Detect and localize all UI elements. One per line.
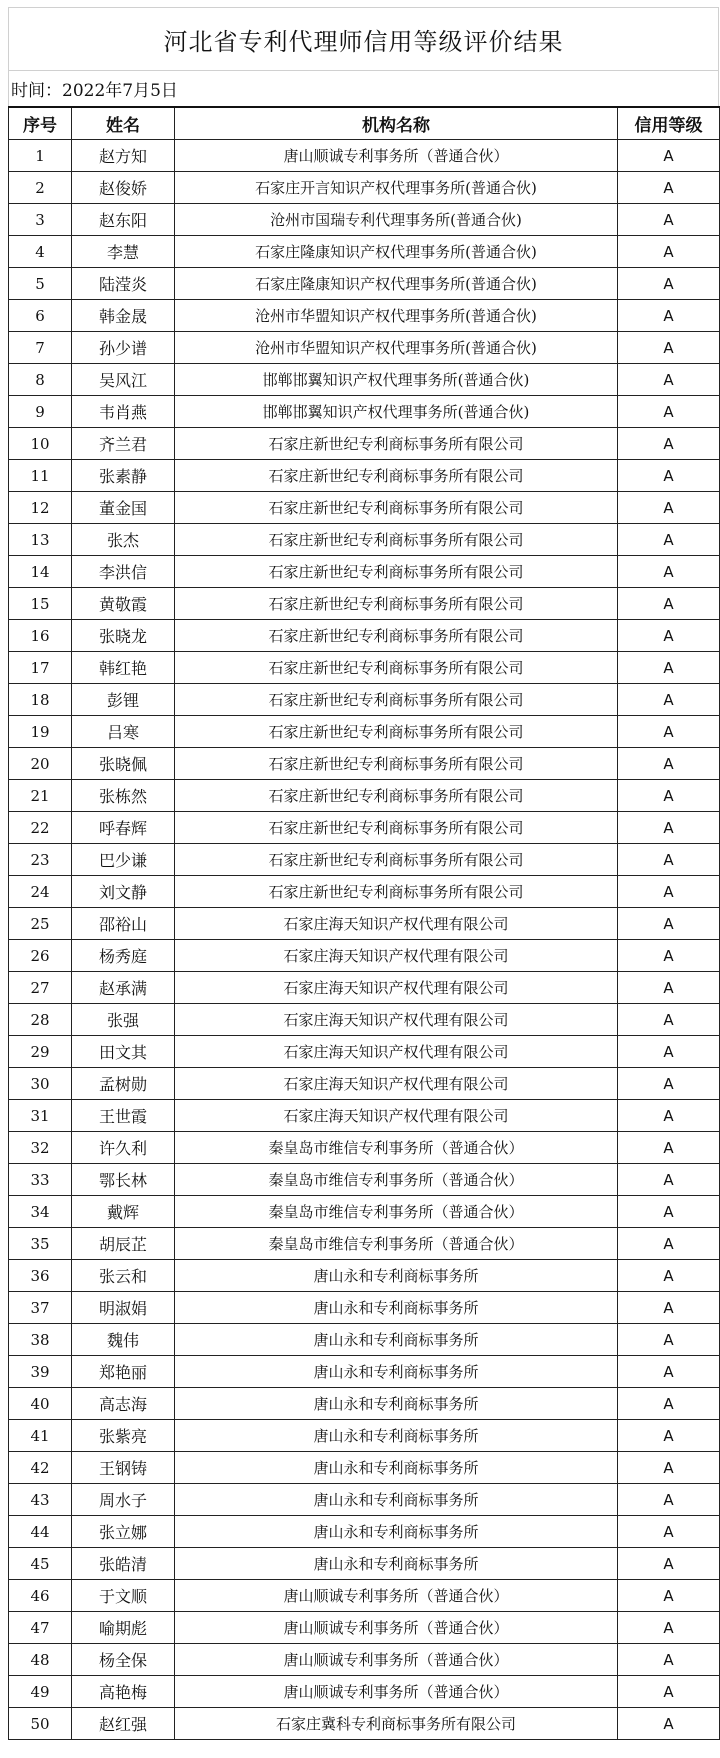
cell-org: 石家庄新世纪专利商标事务所有限公司 xyxy=(175,812,618,844)
cell-org: 唐山永和专利商标事务所 xyxy=(175,1260,618,1292)
cell-name: 陆滢炎 xyxy=(72,268,175,300)
cell-no: 19 xyxy=(9,716,72,748)
cell-org: 沧州市国瑞专利代理事务所(普通合伙) xyxy=(175,204,618,236)
title-box xyxy=(8,7,719,71)
cell-grade: A xyxy=(618,876,720,908)
cell-org: 石家庄新世纪专利商标事务所有限公司 xyxy=(175,620,618,652)
table-row xyxy=(9,876,720,908)
cell-no: 29 xyxy=(9,1036,72,1068)
cell-name: 张紫亮 xyxy=(72,1420,175,1452)
cell-org: 石家庄新世纪专利商标事务所有限公司 xyxy=(175,684,618,716)
table-row xyxy=(9,1356,720,1388)
page-title: 河北省专利代理师信用等级评价结果 xyxy=(163,27,564,56)
cell-name: 张强 xyxy=(72,1004,175,1036)
cell-org: 唐山顺诚专利事务所（普通合伙） xyxy=(175,1644,618,1676)
cell-no: 12 xyxy=(9,492,72,524)
cell-no: 13 xyxy=(9,524,72,556)
cell-no: 34 xyxy=(9,1196,72,1228)
cell-no: 6 xyxy=(9,300,72,332)
table-row xyxy=(9,1708,720,1740)
cell-org: 唐山永和专利商标事务所 xyxy=(175,1516,618,1548)
cell-name: 巴少谦 xyxy=(72,844,175,876)
cell-no: 22 xyxy=(9,812,72,844)
cell-no: 17 xyxy=(9,652,72,684)
cell-grade: A xyxy=(618,1164,720,1196)
cell-grade: A xyxy=(618,908,720,940)
cell-org: 秦皇岛市维信专利事务所（普通合伙） xyxy=(175,1228,618,1260)
cell-no: 47 xyxy=(9,1612,72,1644)
cell-name: 彭锂 xyxy=(72,684,175,716)
cell-grade: A xyxy=(618,1452,720,1484)
cell-name: 邵裕山 xyxy=(72,908,175,940)
cell-org: 唐山顺诚专利事务所（普通合伙） xyxy=(175,1676,618,1708)
cell-name: 明淑娟 xyxy=(72,1292,175,1324)
cell-org: 唐山永和专利商标事务所 xyxy=(175,1452,618,1484)
cell-name: 王世霞 xyxy=(72,1100,175,1132)
cell-grade: A xyxy=(618,1100,720,1132)
cell-org: 石家庄隆康知识产权代理事务所(普通合伙) xyxy=(175,236,618,268)
cell-org: 石家庄隆康知识产权代理事务所(普通合伙) xyxy=(175,268,618,300)
cell-no: 5 xyxy=(9,268,72,300)
cell-org: 唐山永和专利商标事务所 xyxy=(175,1292,618,1324)
cell-no: 49 xyxy=(9,1676,72,1708)
cell-org: 石家庄新世纪专利商标事务所有限公司 xyxy=(175,748,618,780)
table-row xyxy=(9,1484,720,1516)
cell-name: 韩金晟 xyxy=(72,300,175,332)
cell-grade: A xyxy=(618,1676,720,1708)
cell-name: 呼春辉 xyxy=(72,812,175,844)
cell-name: 胡辰芷 xyxy=(72,1228,175,1260)
cell-grade: A xyxy=(618,812,720,844)
table-row xyxy=(9,492,720,524)
table-row xyxy=(9,1260,720,1292)
cell-grade: A xyxy=(618,268,720,300)
cell-no: 46 xyxy=(9,1580,72,1612)
cell-no: 28 xyxy=(9,1004,72,1036)
table-row xyxy=(9,172,720,204)
cell-no: 37 xyxy=(9,1292,72,1324)
cell-org: 石家庄新世纪专利商标事务所有限公司 xyxy=(175,428,618,460)
table-row xyxy=(9,1676,720,1708)
column-header-no: 序号 xyxy=(9,107,72,140)
cell-grade: A xyxy=(618,1548,720,1580)
cell-name: 郑艳丽 xyxy=(72,1356,175,1388)
cell-no: 3 xyxy=(9,204,72,236)
table-row xyxy=(9,1100,720,1132)
cell-no: 32 xyxy=(9,1132,72,1164)
cell-org: 石家庄海天知识产权代理有限公司 xyxy=(175,1100,618,1132)
cell-org: 唐山顺诚专利事务所（普通合伙） xyxy=(175,140,618,172)
cell-grade: A xyxy=(618,140,720,172)
cell-grade: A xyxy=(618,1612,720,1644)
cell-no: 48 xyxy=(9,1644,72,1676)
cell-grade: A xyxy=(618,1132,720,1164)
cell-no: 20 xyxy=(9,748,72,780)
cell-no: 8 xyxy=(9,364,72,396)
cell-no: 9 xyxy=(9,396,72,428)
cell-grade: A xyxy=(618,748,720,780)
table-row xyxy=(9,1132,720,1164)
cell-grade: A xyxy=(618,460,720,492)
cell-name: 鄂长林 xyxy=(72,1164,175,1196)
cell-grade: A xyxy=(618,1644,720,1676)
table-row xyxy=(9,236,720,268)
cell-org: 唐山顺诚专利事务所（普通合伙） xyxy=(175,1612,618,1644)
cell-org: 石家庄海天知识产权代理有限公司 xyxy=(175,908,618,940)
cell-no: 36 xyxy=(9,1260,72,1292)
cell-no: 21 xyxy=(9,780,72,812)
table-row xyxy=(9,1228,720,1260)
cell-grade: A xyxy=(618,524,720,556)
cell-grade: A xyxy=(618,684,720,716)
column-header-grade: 信用等级 xyxy=(618,107,720,140)
date-row xyxy=(8,71,719,106)
cell-grade: A xyxy=(618,1580,720,1612)
table-row xyxy=(9,556,720,588)
cell-name: 张皓清 xyxy=(72,1548,175,1580)
cell-org: 石家庄海天知识产权代理有限公司 xyxy=(175,1004,618,1036)
cell-name: 赵红强 xyxy=(72,1708,175,1740)
table-row xyxy=(9,844,720,876)
cell-grade: A xyxy=(618,1036,720,1068)
cell-no: 26 xyxy=(9,940,72,972)
cell-name: 高艳梅 xyxy=(72,1676,175,1708)
cell-grade: A xyxy=(618,1388,720,1420)
cell-no: 18 xyxy=(9,684,72,716)
cell-name: 吴风江 xyxy=(72,364,175,396)
cell-name: 赵承满 xyxy=(72,972,175,1004)
cell-grade: A xyxy=(618,236,720,268)
cell-grade: A xyxy=(618,1516,720,1548)
table-row xyxy=(9,1004,720,1036)
cell-org: 石家庄新世纪专利商标事务所有限公司 xyxy=(175,780,618,812)
table-row xyxy=(9,1196,720,1228)
cell-no: 11 xyxy=(9,460,72,492)
cell-name: 张晓佩 xyxy=(72,748,175,780)
table-row xyxy=(9,140,720,172)
cell-grade: A xyxy=(618,1292,720,1324)
cell-grade: A xyxy=(618,1004,720,1036)
cell-name: 张素静 xyxy=(72,460,175,492)
table-row xyxy=(9,652,720,684)
cell-name: 张云和 xyxy=(72,1260,175,1292)
cell-name: 孙少谱 xyxy=(72,332,175,364)
cell-name: 李慧 xyxy=(72,236,175,268)
table-row xyxy=(9,1388,720,1420)
cell-grade: A xyxy=(618,1068,720,1100)
cell-no: 30 xyxy=(9,1068,72,1100)
cell-org: 石家庄海天知识产权代理有限公司 xyxy=(175,1068,618,1100)
table-row xyxy=(9,620,720,652)
cell-name: 张杰 xyxy=(72,524,175,556)
cell-grade: A xyxy=(618,1420,720,1452)
cell-no: 43 xyxy=(9,1484,72,1516)
table-row xyxy=(9,748,720,780)
cell-org: 沧州市华盟知识产权代理事务所(普通合伙) xyxy=(175,332,618,364)
table-row xyxy=(9,588,720,620)
cell-no: 4 xyxy=(9,236,72,268)
cell-no: 27 xyxy=(9,972,72,1004)
cell-name: 喻期彪 xyxy=(72,1612,175,1644)
table-row xyxy=(9,1452,720,1484)
cell-grade: A xyxy=(618,1260,720,1292)
cell-name: 张晓龙 xyxy=(72,620,175,652)
cell-name: 赵东阳 xyxy=(72,204,175,236)
table-row xyxy=(9,1644,720,1676)
document-sheet xyxy=(8,7,719,1740)
cell-name: 田文其 xyxy=(72,1036,175,1068)
cell-name: 杨秀庭 xyxy=(72,940,175,972)
cell-grade: A xyxy=(618,204,720,236)
cell-name: 孟树勋 xyxy=(72,1068,175,1100)
cell-name: 齐兰君 xyxy=(72,428,175,460)
cell-no: 24 xyxy=(9,876,72,908)
cell-grade: A xyxy=(618,972,720,1004)
cell-grade: A xyxy=(618,1356,720,1388)
cell-org: 沧州市华盟知识产权代理事务所(普通合伙) xyxy=(175,300,618,332)
table-row xyxy=(9,364,720,396)
cell-grade: A xyxy=(618,396,720,428)
cell-org: 邯郸邯翼知识产权代理事务所(普通合伙) xyxy=(175,396,618,428)
table-row xyxy=(9,1612,720,1644)
cell-grade: A xyxy=(618,172,720,204)
cell-org: 唐山永和专利商标事务所 xyxy=(175,1548,618,1580)
cell-name: 王钢铸 xyxy=(72,1452,175,1484)
table-row xyxy=(9,1036,720,1068)
cell-name: 张栋然 xyxy=(72,780,175,812)
cell-name: 赵俊娇 xyxy=(72,172,175,204)
cell-grade: A xyxy=(618,844,720,876)
cell-grade: A xyxy=(618,1228,720,1260)
cell-org: 秦皇岛市维信专利事务所（普通合伙） xyxy=(175,1164,618,1196)
header-row xyxy=(9,107,720,140)
table-row xyxy=(9,1068,720,1100)
table-row xyxy=(9,1292,720,1324)
cell-grade: A xyxy=(618,1708,720,1740)
cell-name: 韦肖燕 xyxy=(72,396,175,428)
cell-name: 戴辉 xyxy=(72,1196,175,1228)
cell-org: 石家庄新世纪专利商标事务所有限公司 xyxy=(175,460,618,492)
cell-grade: A xyxy=(618,716,720,748)
cell-org: 石家庄新世纪专利商标事务所有限公司 xyxy=(175,844,618,876)
table-row xyxy=(9,940,720,972)
cell-no: 42 xyxy=(9,1452,72,1484)
cell-grade: A xyxy=(618,332,720,364)
cell-grade: A xyxy=(618,364,720,396)
table-row xyxy=(9,780,720,812)
cell-org: 石家庄开言知识产权代理事务所(普通合伙) xyxy=(175,172,618,204)
cell-grade: A xyxy=(618,1196,720,1228)
cell-org: 邯郸邯翼知识产权代理事务所(普通合伙) xyxy=(175,364,618,396)
cell-grade: A xyxy=(618,620,720,652)
cell-no: 44 xyxy=(9,1516,72,1548)
cell-name: 韩红艳 xyxy=(72,652,175,684)
column-header-org: 机构名称 xyxy=(175,107,618,140)
cell-org: 唐山顺诚专利事务所（普通合伙） xyxy=(175,1580,618,1612)
cell-grade: A xyxy=(618,300,720,332)
cell-org: 石家庄新世纪专利商标事务所有限公司 xyxy=(175,652,618,684)
cell-name: 黄敬霞 xyxy=(72,588,175,620)
cell-no: 14 xyxy=(9,556,72,588)
cell-no: 39 xyxy=(9,1356,72,1388)
cell-no: 41 xyxy=(9,1420,72,1452)
cell-no: 25 xyxy=(9,908,72,940)
table-row xyxy=(9,1548,720,1580)
cell-name: 李洪信 xyxy=(72,556,175,588)
table-header xyxy=(9,107,720,140)
table-row xyxy=(9,908,720,940)
cell-grade: A xyxy=(618,1484,720,1516)
cell-name: 董金国 xyxy=(72,492,175,524)
table-row xyxy=(9,1164,720,1196)
table-row xyxy=(9,1420,720,1452)
table-row xyxy=(9,332,720,364)
cell-org: 石家庄新世纪专利商标事务所有限公司 xyxy=(175,876,618,908)
cell-org: 石家庄新世纪专利商标事务所有限公司 xyxy=(175,524,618,556)
table-row xyxy=(9,716,720,748)
cell-name: 刘文静 xyxy=(72,876,175,908)
table-body xyxy=(9,140,720,1740)
cell-org: 石家庄海天知识产权代理有限公司 xyxy=(175,1036,618,1068)
cell-org: 唐山永和专利商标事务所 xyxy=(175,1484,618,1516)
cell-no: 7 xyxy=(9,332,72,364)
table-row xyxy=(9,684,720,716)
cell-grade: A xyxy=(618,780,720,812)
cell-no: 10 xyxy=(9,428,72,460)
cell-name: 张立娜 xyxy=(72,1516,175,1548)
column-header-name: 姓名 xyxy=(72,107,175,140)
cell-grade: A xyxy=(618,1324,720,1356)
table-row xyxy=(9,1516,720,1548)
cell-no: 40 xyxy=(9,1388,72,1420)
table-row xyxy=(9,524,720,556)
cell-org: 石家庄冀科专利商标事务所有限公司 xyxy=(175,1708,618,1740)
cell-org: 唐山永和专利商标事务所 xyxy=(175,1420,618,1452)
cell-name: 杨全保 xyxy=(72,1644,175,1676)
cell-org: 秦皇岛市维信专利事务所（普通合伙） xyxy=(175,1132,618,1164)
cell-name: 于文顺 xyxy=(72,1580,175,1612)
cell-grade: A xyxy=(618,588,720,620)
cell-no: 38 xyxy=(9,1324,72,1356)
cell-org: 唐山永和专利商标事务所 xyxy=(175,1356,618,1388)
cell-org: 唐山永和专利商标事务所 xyxy=(175,1324,618,1356)
cell-grade: A xyxy=(618,492,720,524)
cell-name: 魏伟 xyxy=(72,1324,175,1356)
table-row xyxy=(9,1324,720,1356)
table-row xyxy=(9,268,720,300)
cell-grade: A xyxy=(618,652,720,684)
table-row xyxy=(9,300,720,332)
cell-no: 23 xyxy=(9,844,72,876)
results-table xyxy=(8,106,720,1740)
cell-org: 石家庄海天知识产权代理有限公司 xyxy=(175,940,618,972)
cell-no: 35 xyxy=(9,1228,72,1260)
cell-org: 石家庄新世纪专利商标事务所有限公司 xyxy=(175,492,618,524)
cell-org: 唐山永和专利商标事务所 xyxy=(175,1388,618,1420)
cell-no: 16 xyxy=(9,620,72,652)
cell-org: 石家庄海天知识产权代理有限公司 xyxy=(175,972,618,1004)
cell-no: 50 xyxy=(9,1708,72,1740)
cell-no: 15 xyxy=(9,588,72,620)
cell-name: 高志海 xyxy=(72,1388,175,1420)
cell-org: 石家庄新世纪专利商标事务所有限公司 xyxy=(175,556,618,588)
cell-grade: A xyxy=(618,940,720,972)
cell-org: 石家庄新世纪专利商标事务所有限公司 xyxy=(175,716,618,748)
cell-grade: A xyxy=(618,428,720,460)
cell-org: 石家庄新世纪专利商标事务所有限公司 xyxy=(175,588,618,620)
table-row xyxy=(9,812,720,844)
table-row xyxy=(9,460,720,492)
cell-no: 2 xyxy=(9,172,72,204)
cell-name: 许久利 xyxy=(72,1132,175,1164)
cell-name: 赵方知 xyxy=(72,140,175,172)
cell-grade: A xyxy=(618,556,720,588)
cell-name: 吕寒 xyxy=(72,716,175,748)
cell-no: 45 xyxy=(9,1548,72,1580)
cell-no: 31 xyxy=(9,1100,72,1132)
cell-no: 33 xyxy=(9,1164,72,1196)
table-row xyxy=(9,1580,720,1612)
cell-name: 周水子 xyxy=(72,1484,175,1516)
date-text: 时间：2022年7月5日 xyxy=(11,81,178,101)
cell-no: 1 xyxy=(9,140,72,172)
table-row xyxy=(9,396,720,428)
table-row xyxy=(9,428,720,460)
table-row xyxy=(9,204,720,236)
table-row xyxy=(9,972,720,1004)
cell-org: 秦皇岛市维信专利事务所（普通合伙） xyxy=(175,1196,618,1228)
